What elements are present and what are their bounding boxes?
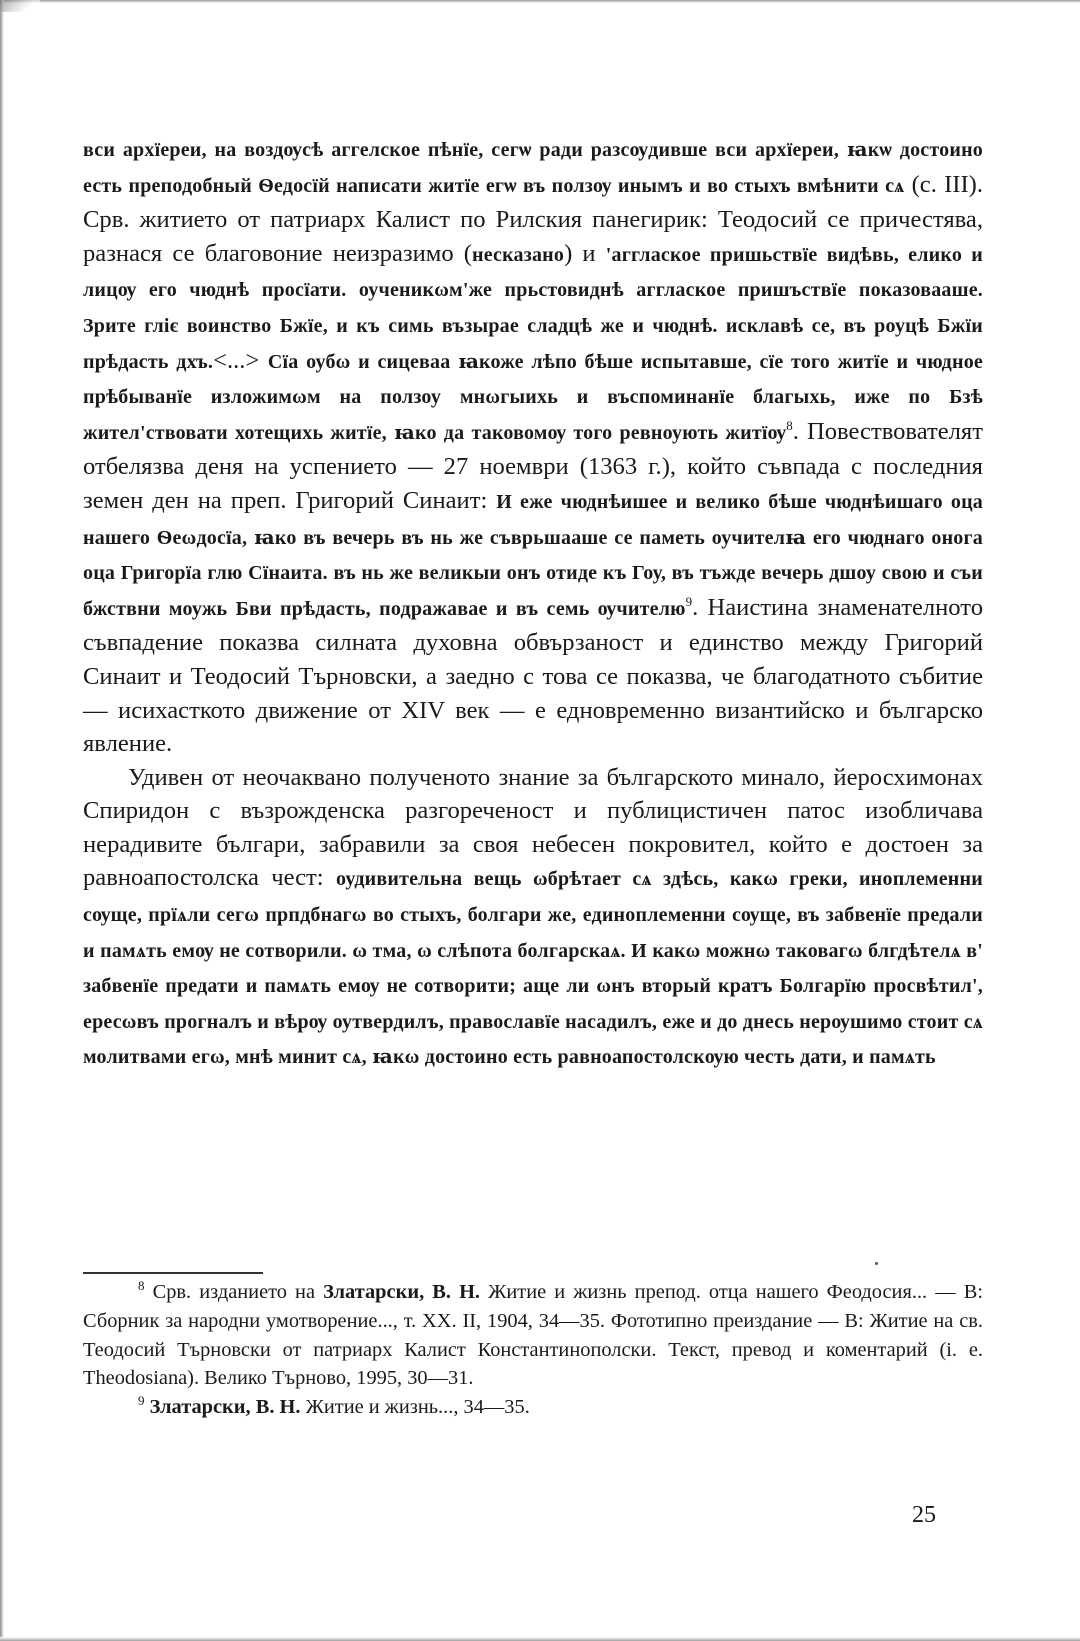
church-slavonic-quote: И еже чюднѣишее и велико бѣше чюднѣишаго оца нашего Ѳеωдосїа, ꙗко въ вечерь въ нь же съврьшааше се паметь оучителꙗ его чюднаго онога оца Григорїа глю Сїнаита. въ нь же великыи онъ отиде къ Гоу, въ тъжде вечерь дшоу свою и съи бжствни моужь Бви прѣдасть, подражаваe и въ семь ѹчителю (83, 490, 983, 620)
scan-speck (875, 1262, 878, 1265)
footnote-text: Житие и жизнь препод. отца нашего Феодосия... — В: Сборник за народни умотворение..., т. XX. II, 1904, 34—35. Фототипно преиздание — В: Житие на св. Теодосий Търновски от патриарх Калист Константинополски. Текст, превод и коментарий (i. e. Theodosiana). Велико Търново, 1995, 30—31. (83, 1281, 983, 1390)
page-left-edge (0, 0, 4, 1641)
footnote-text: Срв. изданието на (144, 1281, 324, 1303)
footnotes (83, 1278, 983, 1422)
page-number: 25 (912, 1502, 936, 1528)
church-slavonic-quote: 'агглаское пришьствїе видѣвь, елико и лицѹ его чюднѣ просїати. оученикωм'же прьстовиднѣ агглаское пришъствїе показовааше. Зрите гліє воинство Бжїе, и къ симь възырае сладцѣ же и чюднѣ. исклавѣ се, въ роуцѣ Бжїи прѣдасть дхъ. (83, 243, 983, 373)
footnote-text: Житие и жизнь..., 34—35. (300, 1396, 530, 1419)
footnote-ref-9[interactable]: 9 (685, 593, 693, 609)
church-slavonic-quote: вси архїереи, на воздѹсѣ аггелское пѣнїе, сегѡ ради разсѹдивше вси архїереи, ꙗкѡ достоино есть преподобный Ѳедосїй написати житїе егѡ въ ползѹ инымъ и во стыхъ вмѣнити сѧ (83, 139, 983, 197)
page-top-edge (0, 0, 1080, 3)
body-text: Удивен от неочаквано полученото знание за българското минало, йеросхимонах Спиридон с възрожденска разгореченост и публицистичен патос изобличава нерадивите българи, забравили за своя небесен покровител, който е достоен за равноапостолска чест: (83, 763, 983, 892)
church-slavonic-quote: несказано (471, 243, 565, 266)
paragraph-1 (83, 132, 983, 761)
footnote-9 (83, 1393, 983, 1422)
paragraph-2 (83, 761, 983, 1075)
page-corner-shadow (0, 0, 40, 12)
body-text: . Наистина знаменателното съвпадение показва силната духовна обвързаност и единство между Григорий Синаит и Теодосий Търновски, а заедно с това се показва, че благодатното събитие — исихасткото движение от XIV век — е едновременно византийско и българско явление. (83, 593, 983, 758)
footnote-author: Златарски, В. Н. (323, 1281, 481, 1303)
body-text: ) и (564, 239, 606, 267)
main-text (83, 132, 983, 1075)
footnote-8 (83, 1278, 983, 1393)
footnote-ref-8[interactable]: 8 (786, 417, 793, 433)
church-slavonic-quote: оудивительна вещь ωбрѣтает сѧ здѣсь, какω греки, иноплеменни сѹще, прїѧли сегω прпдбнагω во стыхъ, болгари же, единоплеменни сѹще, въ забвенїе предали и памѧть емѹ не сотворили. ω тма, ω слѣпота болгарскаѧ. И какω можнω таковагω блгдѣтелѧ в' забвенїе предати и памѧть емѹ не сотворити; аще ли ωнъ вторый кратъ Болгарїю просвѣтил', ересωвъ прогналъ и вѣрѹ оутвердилъ, православїе насадилъ, еже и до днесь нерѹшимо стоит сѧ молитвами егω, мнѣ минит сѧ, ꙗкω достоино есть равноапостолскѹю честь дати, и памѧть (83, 868, 983, 1069)
footnote-number: 9 (138, 1393, 145, 1409)
body-text: . Повествователят отбелязва деня на успението — 27 ноември (1363 г.), който съвпада с последния земен ден на преп. Григорий Синаит: (83, 417, 983, 514)
church-slavonic-quote: Сїа оубω и сицеваа ꙗкоже лѣпо бѣше испытавше, сїе того житїе и чюдное прѣбыванїе изложимωм на ползоу мнωгыихь и въспоминанїе благыхь, иже по Бзѣ жител'ствовати хотещихь житїе, ꙗко да таковомѹ того ревноують житїѹ (83, 350, 983, 444)
footnote-number: 8 (138, 1278, 145, 1294)
page-bottom-edge (0, 1637, 1080, 1641)
footnote-author: Златарски, В. Н. (149, 1396, 301, 1419)
footnote-separator (83, 1272, 263, 1274)
body-text: <...> (213, 346, 268, 374)
body-text: (с. III). Срв. житието от патриарх Калист по Рилския панегирик: Теодосий се причестява, разнася се благовоние неизразимо ( (83, 170, 983, 267)
